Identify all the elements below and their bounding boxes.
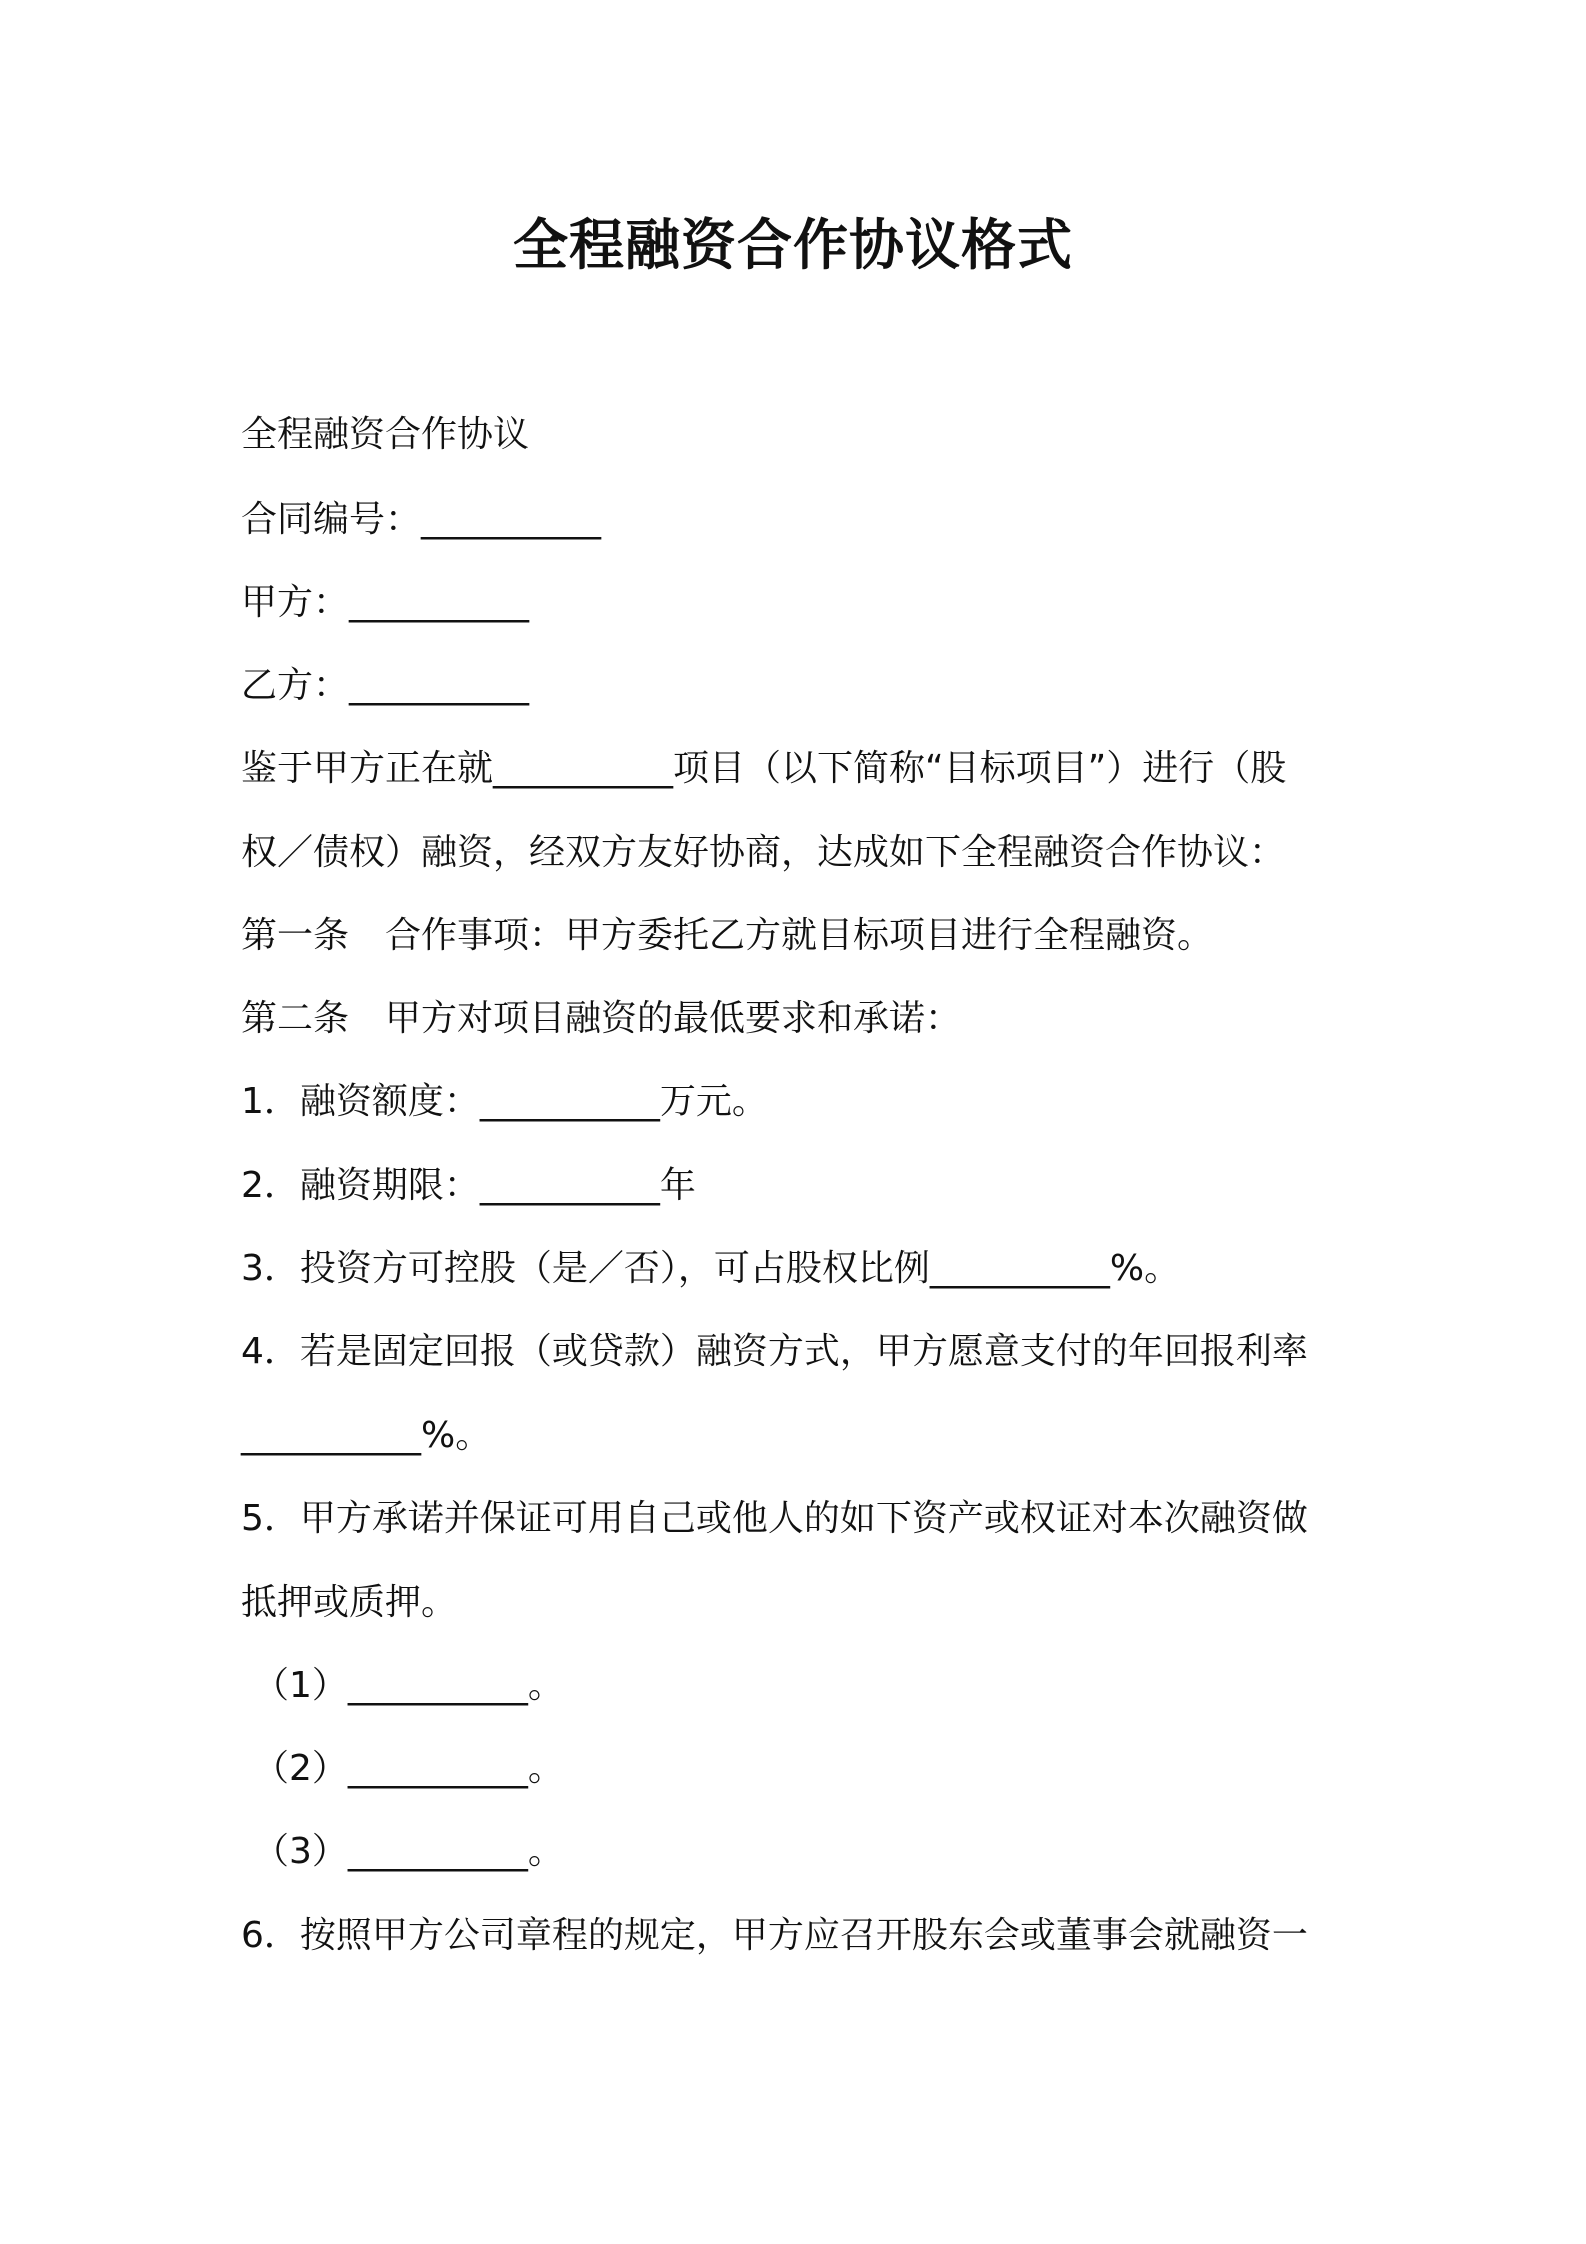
collateral-item-3: （3）__________。: [253, 1831, 564, 1872]
contract-number-line: 合同编号：__________: [241, 499, 602, 540]
agreement-heading: 全程融资合作协议: [241, 414, 530, 455]
article-2: 第二条 甲方对项目融资的最低要求和承诺：: [241, 998, 962, 1039]
collateral-item-2: （2）__________。: [253, 1748, 564, 1789]
preamble-line-2: 权／债权）融资，经双方友好协商，达成如下全程融资合作协议：: [241, 832, 1286, 873]
document-title: 全程融资合作协议格式: [512, 213, 1073, 277]
clause-4-line-2: __________%。: [241, 1415, 492, 1456]
clause-6-line-1: 6．按照甲方公司章程的规定，甲方应召开股东会或董事会就融资一: [241, 1915, 1308, 1956]
clause-3-equity-control: 3．投资方可控股（是／否），可占股权比例__________%。: [241, 1248, 1181, 1289]
clause-5-line-2: 抵押或质押。: [241, 1582, 458, 1623]
collateral-item-1: （1）__________。: [253, 1665, 564, 1706]
party-b-line: 乙方：__________: [241, 665, 530, 706]
clause-1-financing-amount: 1．融资额度：__________万元。: [241, 1081, 768, 1122]
clause-4-line-1: 4．若是固定回报（或贷款）融资方式，甲方愿意支付的年回报利率: [241, 1331, 1308, 1372]
article-1: 第一条 合作事项：甲方委托乙方就目标项目进行全程融资。: [241, 915, 1214, 956]
clause-5-line-1: 5．甲方承诺并保证可用自己或他人的如下资产或权证对本次融资做: [241, 1498, 1308, 1539]
preamble-line-1: 鉴于甲方正在就__________项目（以下简称“目标项目”）进行（股: [241, 748, 1287, 789]
party-a-line: 甲方：__________: [241, 582, 530, 623]
clause-2-financing-term: 2．融资期限：__________年: [241, 1165, 696, 1206]
